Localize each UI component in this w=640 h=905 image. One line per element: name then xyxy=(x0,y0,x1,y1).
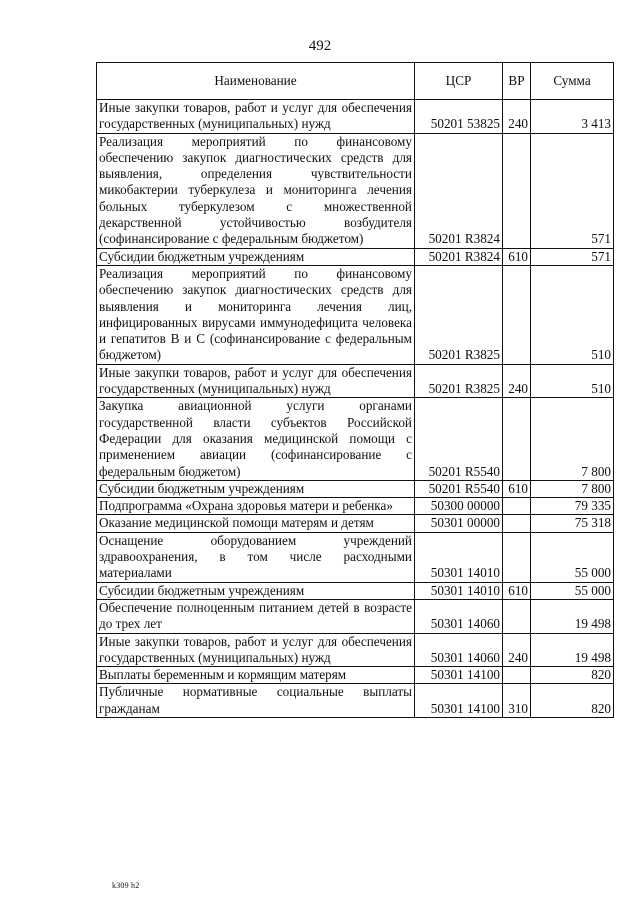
row-csr-cell: 50201 R3825 xyxy=(415,265,503,364)
row-vr-cell xyxy=(503,398,531,480)
row-csr-cell: 50201 R3825 xyxy=(415,364,503,398)
row-csr-cell: 50301 14100 xyxy=(415,684,503,718)
row-name-cell: Закупка авиационной услуги органами государственной власти субъектов Российской Федерации для оказания медицинской помощи с применением авиации (софинансирование с федеральным бюджетом) xyxy=(97,398,415,480)
row-name-cell: Публичные нормативные социальные выплаты гражданам xyxy=(97,684,415,718)
table-row xyxy=(97,364,614,398)
table-row xyxy=(97,582,614,599)
row-name-cell: Оснащение оборудованием учреждений здравоохранения, в том числе расходными материалами xyxy=(97,532,415,582)
table-row xyxy=(97,498,614,515)
row-sum-cell: 7 800 xyxy=(531,398,614,480)
row-sum-cell: 79 335 xyxy=(531,498,614,515)
row-sum-cell: 571 xyxy=(531,133,614,248)
row-csr-cell: 50301 14100 xyxy=(415,667,503,684)
header-name: Наименование xyxy=(97,63,415,100)
row-name-cell: Субсидии бюджетным учреждениям xyxy=(97,582,415,599)
row-csr-cell: 50301 00000 xyxy=(415,515,503,532)
table-row xyxy=(97,667,614,684)
row-name-cell: Субсидии бюджетным учреждениям xyxy=(97,248,415,265)
table-row xyxy=(97,633,614,667)
table-row xyxy=(97,265,614,364)
row-vr-cell: 610 xyxy=(503,248,531,265)
table-row xyxy=(97,133,614,248)
row-name-cell: Реализация мероприятий по финансовому обеспечению закупок диагностических средств для выявления и мониторинга лечения лиц, инфицированных вирусами иммунодефицита человека и гепатитов В и С (софинансирование с федеральным бюджетом) xyxy=(97,265,415,364)
row-name-cell: Обеспечение полноценным питанием детей в возрасте до трех лет xyxy=(97,599,415,633)
table-row xyxy=(97,515,614,532)
row-vr-cell: 240 xyxy=(503,633,531,667)
row-vr-cell xyxy=(503,667,531,684)
row-csr-cell: 50301 14010 xyxy=(415,532,503,582)
row-vr-cell xyxy=(503,515,531,532)
table-row xyxy=(97,599,614,633)
row-vr-cell: 610 xyxy=(503,480,531,497)
table-body xyxy=(97,100,614,718)
row-name-cell: Субсидии бюджетным учреждениям xyxy=(97,480,415,497)
row-vr-cell xyxy=(503,532,531,582)
row-csr-cell: 50201 R3824 xyxy=(415,133,503,248)
table-row xyxy=(97,398,614,480)
header-sum: Сумма xyxy=(531,63,614,100)
row-vr-cell: 610 xyxy=(503,582,531,599)
row-name-cell: Иные закупки товаров, работ и услуг для обеспечения государственных (муниципальных) нужд xyxy=(97,633,415,667)
row-sum-cell: 75 318 xyxy=(531,515,614,532)
row-name-cell: Реализация мероприятий по финансовому обеспечению закупок диагностических средств для выявления, определения чувствительности микобактерии туберкулеза и мониторинга лечения больных туберкулезом с множественной декарственной устойчивостью возбудителя (софинансирование с федеральным бюджетом) xyxy=(97,133,415,248)
row-name-cell: Оказание медицинской помощи матерям и детям xyxy=(97,515,415,532)
table-row xyxy=(97,480,614,497)
row-csr-cell: 50301 14010 xyxy=(415,582,503,599)
table-row xyxy=(97,532,614,582)
row-sum-cell: 55 000 xyxy=(531,582,614,599)
row-csr-cell: 50301 14060 xyxy=(415,633,503,667)
row-sum-cell: 3 413 xyxy=(531,100,614,134)
row-name-cell: Иные закупки товаров, работ и услуг для обеспечения государственных (муниципальных) нужд xyxy=(97,100,415,134)
footer-code: k309 h2 xyxy=(112,881,140,890)
row-sum-cell: 19 498 xyxy=(531,633,614,667)
row-vr-cell xyxy=(503,265,531,364)
row-name-cell: Иные закупки товаров, работ и услуг для обеспечения государственных (муниципальных) нужд xyxy=(97,364,415,398)
table-header-row xyxy=(97,63,614,100)
header-csr: ЦСР xyxy=(415,63,503,100)
row-vr-cell: 310 xyxy=(503,684,531,718)
budget-table xyxy=(96,62,614,718)
row-sum-cell: 7 800 xyxy=(531,480,614,497)
row-sum-cell: 510 xyxy=(531,364,614,398)
row-sum-cell: 820 xyxy=(531,684,614,718)
row-csr-cell: 50201 R3824 xyxy=(415,248,503,265)
row-vr-cell: 240 xyxy=(503,100,531,134)
row-sum-cell: 510 xyxy=(531,265,614,364)
row-sum-cell: 820 xyxy=(531,667,614,684)
row-name-cell: Выплаты беременным и кормящим матерям xyxy=(97,667,415,684)
row-sum-cell: 55 000 xyxy=(531,532,614,582)
row-vr-cell xyxy=(503,498,531,515)
row-csr-cell: 50201 R5540 xyxy=(415,480,503,497)
row-vr-cell: 240 xyxy=(503,364,531,398)
table-row xyxy=(97,248,614,265)
row-csr-cell: 50301 14060 xyxy=(415,599,503,633)
row-csr-cell: 50201 R5540 xyxy=(415,398,503,480)
table-row xyxy=(97,684,614,718)
table-row xyxy=(97,100,614,134)
row-vr-cell xyxy=(503,599,531,633)
header-vr: ВР xyxy=(503,63,531,100)
row-sum-cell: 571 xyxy=(531,248,614,265)
page-number: 492 xyxy=(308,38,332,54)
row-vr-cell xyxy=(503,133,531,248)
row-sum-cell: 19 498 xyxy=(531,599,614,633)
row-csr-cell: 50300 00000 xyxy=(415,498,503,515)
row-name-cell: Подпрограмма «Охрана здоровья матери и ребенка» xyxy=(97,498,415,515)
row-csr-cell: 50201 53825 xyxy=(415,100,503,134)
